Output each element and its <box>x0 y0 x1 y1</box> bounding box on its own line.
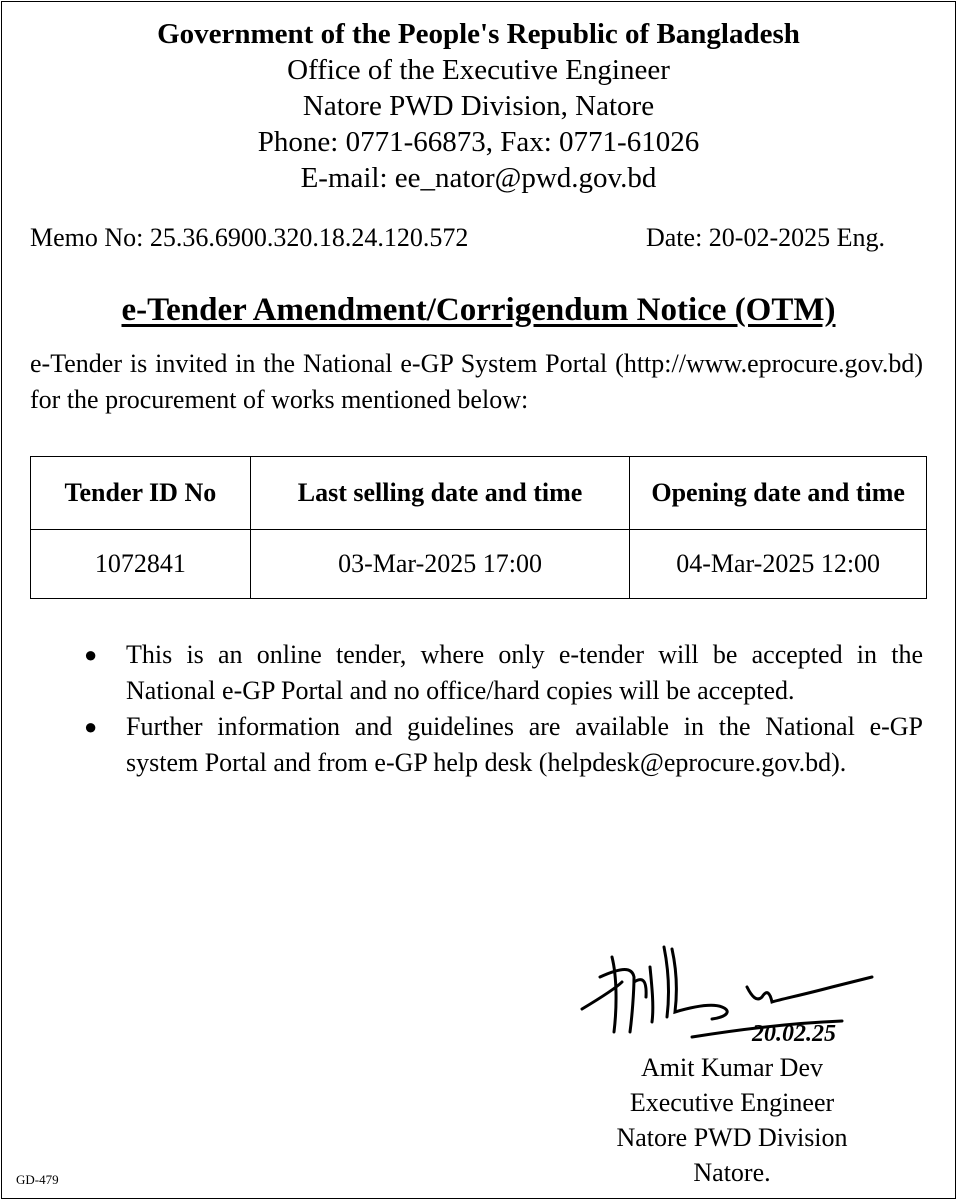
signatory-division: Natore PWD Division <box>616 1123 848 1152</box>
header-last-selling: Last selling date and time <box>250 457 630 530</box>
table-header-row <box>31 457 927 530</box>
cell-opening-date: 04-Mar-2025 12:00 <box>630 530 927 599</box>
contact-info: Phone: 0771-66873, Fax: 0771-61026 <box>257 126 700 158</box>
list-item <box>30 709 923 781</box>
division-name: Natore PWD Division, Natore <box>302 90 655 122</box>
bullet-icon: ● <box>84 714 98 739</box>
signatory-designation: Executive Engineer <box>629 1088 835 1117</box>
memo-date: Date: 20-02-2025 Eng. <box>645 223 885 252</box>
list-item <box>30 637 923 709</box>
letterhead <box>2 2 955 196</box>
note-text: This is an online tender, where only e-tender will be accepted in the National e-GP Portal and no office/hard copies will be accepted. <box>126 640 923 705</box>
memo-row <box>30 222 885 254</box>
header-opening-date: Opening date and time <box>630 457 927 530</box>
cell-tender-id: 1072841 <box>31 530 251 599</box>
organization-name: Government of the People's Republic of Bangladesh <box>157 18 800 50</box>
note-text: Further information and guidelines are available in the National e-GP system Portal and from e-GP help desk (helpdesk@eprocure.gov.bd). <box>126 712 923 777</box>
bullet-icon: ● <box>84 642 98 667</box>
handwritten-date: 20.02.25 <box>752 1021 836 1047</box>
header-tender-id: Tender ID No <box>31 457 251 530</box>
signatory-place: Natore. <box>693 1158 771 1187</box>
tender-table <box>30 456 927 599</box>
email-info: E-mail: ee_nator@pwd.gov.bd <box>300 162 657 194</box>
table-row <box>31 530 927 599</box>
notice-title <box>2 290 955 330</box>
signatory-block <box>562 1050 902 1190</box>
handwritten-signature <box>572 937 892 1047</box>
footer-code: GD-479 <box>16 1172 59 1187</box>
notes-list <box>30 637 923 781</box>
signature-strokes <box>582 947 872 1032</box>
notice-page <box>1 1 956 1199</box>
signatory-name: Amit Kumar Dev <box>641 1053 823 1082</box>
notice-title-text: e-Tender Amendment/Corrigendum Notice (OTM) <box>121 292 836 328</box>
cell-last-selling: 03-Mar-2025 17:00 <box>250 530 630 599</box>
intro-paragraph: e-Tender is invited in the National e-GP System Portal (http://www.eprocure.gov.bd) for the procurement of works mentioned below: <box>30 349 923 414</box>
office-name: Office of the Executive Engineer <box>287 54 670 86</box>
memo-number: Memo No: 25.36.6900.320.18.24.120.572 <box>30 223 469 252</box>
